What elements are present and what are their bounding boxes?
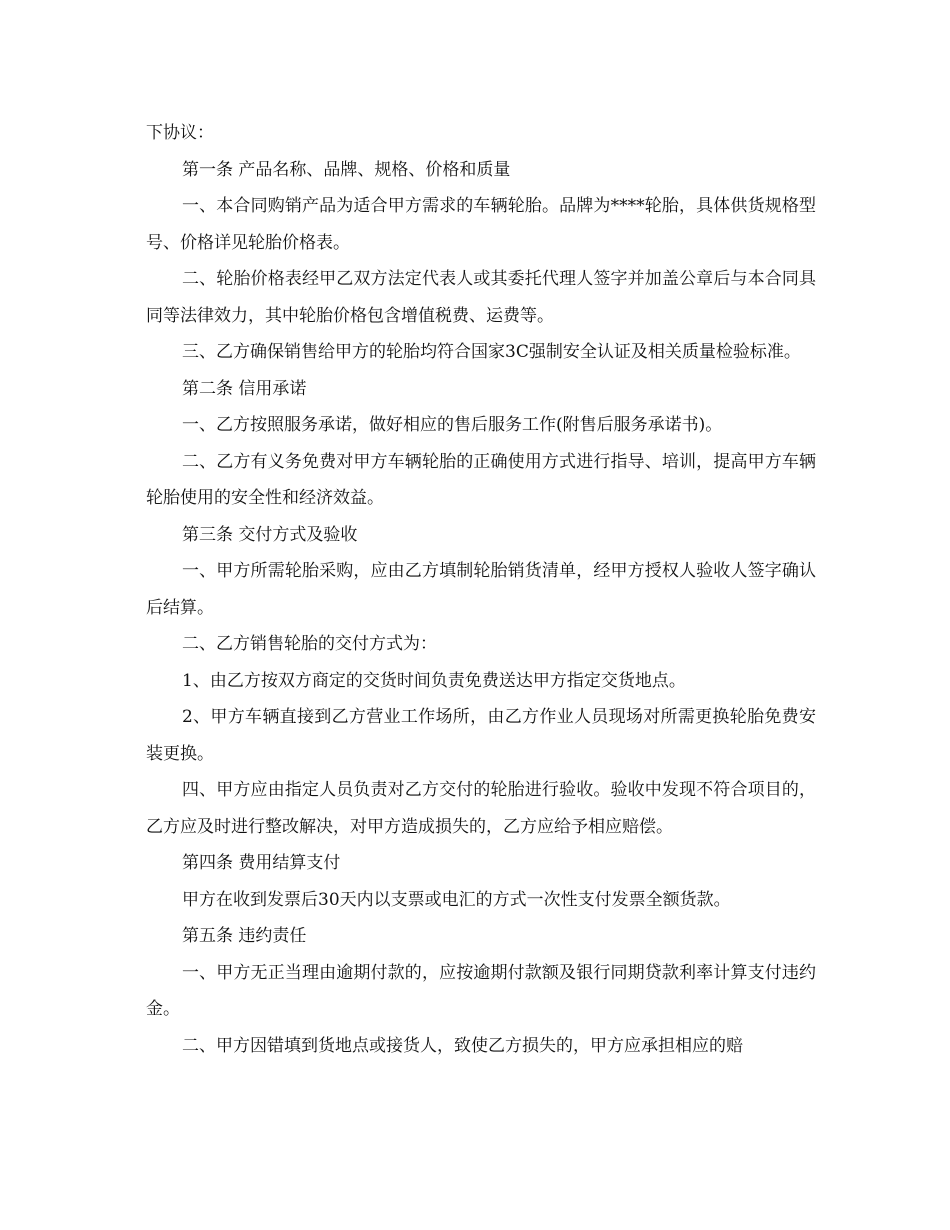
document-body xyxy=(146,115,816,1064)
article-4-clause: 甲方在收到发票后30天内以支票或电汇的方式一次性支付发票全额货款。 xyxy=(182,889,731,910)
article-3-clause-2-item-2: 2、甲方车辆直接到乙方营业工作场所，由乙方作业人员现场对所需更换轮胎免费安装更换。 xyxy=(146,707,816,764)
article-5-clause-2: 二、甲方因错填到货地点或接货人，致使乙方损失的，甲方应承担相应的赔 xyxy=(182,1035,743,1056)
article-2-clause-2: 二、乙方有义务免费对甲方车辆轮胎的正确使用方式进行指导、培训，提高甲方车辆轮胎使用的安全性和经济效益。 xyxy=(146,451,816,508)
article-1-clause-2: 二、轮胎价格表经甲乙双方法定代表人或其委托代理人签字并加盖公章后与本合同具同等法律效力，其中轮胎价格包含增值税费、运费等。 xyxy=(146,269,816,326)
article-2-heading: 第二条 信用承诺 xyxy=(182,378,307,399)
article-1-heading: 第一条 产品名称、品牌、规格、价格和质量 xyxy=(182,159,511,180)
article-3-clause-2: 二、乙方销售轮胎的交付方式为： xyxy=(182,634,437,654)
article-4-heading: 第四条 费用结算支付 xyxy=(182,853,341,873)
paragraph-intro: 下协议： xyxy=(146,123,214,143)
article-2-clause-1: 一、乙方按照服务承诺，做好相应的售后服务工作(附售后服务承诺书)。 xyxy=(182,415,723,435)
article-3-clause-1: 一、甲方所需轮胎采购，应由乙方填制轮胎销货清单，经甲方授权人验收人签字确认后结算。 xyxy=(146,561,816,618)
article-3-clause-2-item-1: 1、由乙方按双方商定的交货时间负责免费送达甲方指定交货地点。 xyxy=(182,670,686,691)
article-5-heading: 第五条 违约责任 xyxy=(182,926,307,946)
article-1-clause-1: 一、本合同购销产品为适合甲方需求的车辆轮胎。品牌为****轮胎，具体供货规格型号、价格详见轮胎价格表。 xyxy=(146,196,816,253)
article-1-clause-3: 三、乙方确保销售给甲方的轮胎均符合国家3C强制安全认证及相关质量检验标准。 xyxy=(182,342,801,362)
article-3-clause-4: 四、甲方应由指定人员负责对乙方交付的轮胎进行验收。验收中发现不符合项目的，乙方应及时进行整改解决，对甲方造成损失的，乙方应给予相应赔偿。 xyxy=(146,780,816,837)
article-5-clause-1: 一、甲方无正当理由逾期付款的，应按逾期付款额及银行同期贷款利率计算支付违约金。 xyxy=(146,962,816,1019)
article-3-heading: 第三条 交付方式及验收 xyxy=(182,524,358,545)
